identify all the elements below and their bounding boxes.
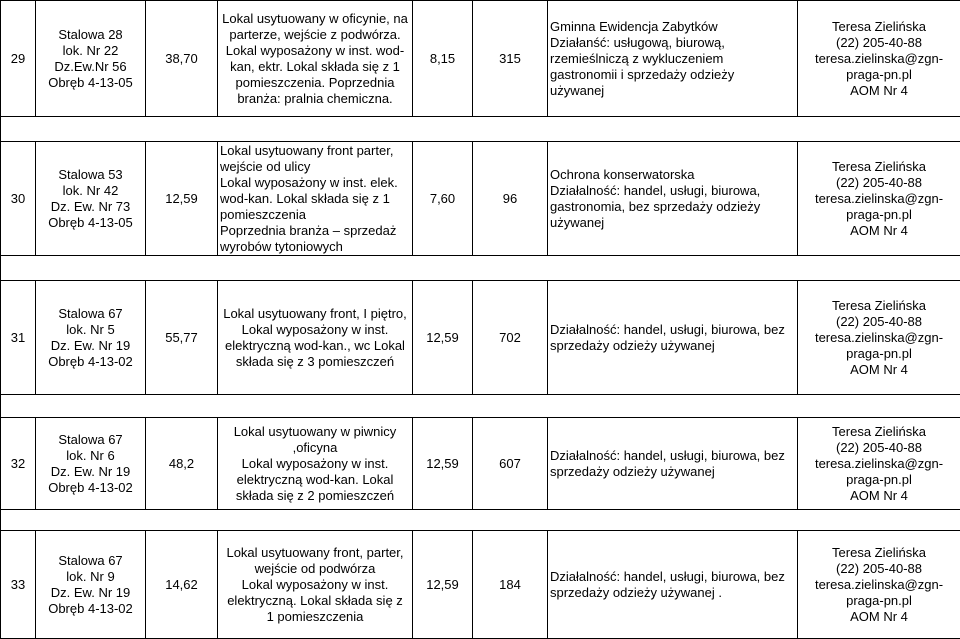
conditions-cell-line: używanej [550,215,795,231]
description-cell-line: Lokal usytuowany w oficynie, na [220,11,410,27]
contact-cell-line: AOM Nr 4 [800,362,958,378]
description-cell-line: Poprzednia branża – sprzedaż [220,223,410,239]
contact-cell-line: teresa.zielinska@zgn- [800,191,958,207]
description-cell-line: Lokal wyposażony w inst. elek. [220,175,410,191]
row-number: 31 [1,281,36,395]
description-cell-line: Lokal usytuowany front, I piętro, [220,306,410,322]
rent-cell: 315 [473,1,548,117]
conditions-cell [548,1,798,117]
description-cell-line: Lokal usytuowany w piwnicy [220,424,410,440]
address-cell-line: Dz. Ew. Nr 73 [38,199,143,215]
conditions-cell-line: gastronomii i sprzedaży odzieży [550,67,795,83]
contact-cell-line: teresa.zielinska@zgn- [800,51,958,67]
row-number: 29 [1,1,36,117]
contact-cell-line: teresa.zielinska@zgn- [800,330,958,346]
contact-cell-line: AOM Nr 4 [800,223,958,239]
conditions-cell [548,531,798,639]
contact-cell-line: (22) 205-40-88 [800,35,958,51]
address-cell [36,531,146,639]
rent-cell: 702 [473,281,548,395]
area-cell: 38,70 [146,1,218,117]
contact-cell-line: (22) 205-40-88 [800,561,958,577]
rate-cell: 12,59 [413,281,473,395]
description-cell-line: Lokal usytuowany front parter, [220,143,410,159]
contact-cell-line: Teresa Zielińska [800,424,958,440]
row-separator [1,510,960,531]
description-cell [218,281,413,395]
description-cell-line: pomieszczenia. Poprzednia [220,75,410,91]
description-cell-line: składa się z 3 pomieszczeń [220,354,410,370]
address-cell-line: Dz. Ew. Nr 19 [38,464,143,480]
conditions-cell-line: sprzedaży odzieży używanej . [550,585,795,601]
description-cell-line: wejście od podwórza [220,561,410,577]
address-cell-line: Stalowa 67 [38,553,143,569]
description-cell-line: branża: pralnia chemiczna. [220,91,410,107]
separator-cell [1,117,960,142]
row-separator [1,395,960,418]
address-cell [36,418,146,510]
rent-cell: 184 [473,531,548,639]
conditions-cell-line: rzemieślniczą z wykluczeniem [550,51,795,67]
address-cell-line: Stalowa 28 [38,27,143,43]
conditions-cell-line: sprzedaży odzieży używanej [550,338,795,354]
area-cell: 14,62 [146,531,218,639]
address-cell-line: Obręb 4-13-02 [38,601,143,617]
contact-cell [798,531,960,639]
address-cell-line: Obręb 4-13-05 [38,75,143,91]
contact-cell-line: (22) 205-40-88 [800,175,958,191]
contact-cell-line: AOM Nr 4 [800,83,958,99]
conditions-cell [548,418,798,510]
rent-cell: 96 [473,142,548,256]
rate-cell: 8,15 [413,1,473,117]
area-cell: 12,59 [146,142,218,256]
conditions-cell-line: sprzedaży odzieży używanej [550,464,795,480]
conditions-cell-line: gastronomia, bez sprzedaży odzieży [550,199,795,215]
contact-cell-line: Teresa Zielińska [800,19,958,35]
address-cell-line: lok. Nr 9 [38,569,143,585]
address-cell-line: lok. Nr 6 [38,448,143,464]
table-row [1,531,960,639]
contact-cell [798,142,960,256]
description-cell-line: pomieszczenia [220,207,410,223]
description-cell-line: elektryczną. Lokal składa się z [220,593,410,609]
contact-cell [798,418,960,510]
row-separator [1,256,960,281]
row-separator [1,117,960,142]
table-row [1,281,960,395]
description-cell [218,531,413,639]
address-cell [36,281,146,395]
area-cell: 48,2 [146,418,218,510]
description-cell-line: Lokal wyposażony w inst. [220,577,410,593]
separator-cell [1,256,960,281]
row-number: 30 [1,142,36,256]
table-row [1,142,960,256]
description-cell-line: wyrobów tytoniowych [220,239,410,255]
address-cell [36,142,146,256]
address-cell-line: Stalowa 53 [38,167,143,183]
contact-cell-line: teresa.zielinska@zgn- [800,577,958,593]
address-cell-line: Dz. Ew. Nr 19 [38,585,143,601]
separator-cell [1,395,960,418]
conditions-cell-line: Działalność: handel, usługi, biurowa, [550,183,795,199]
address-cell-line: Stalowa 67 [38,432,143,448]
description-cell-line: składa się z 2 pomieszczeń [220,488,410,504]
address-cell-line: Obręb 4-13-05 [38,215,143,231]
description-cell-line: kan, ektr. Lokal składa się z 1 [220,59,410,75]
description-cell [218,1,413,117]
conditions-cell-line: Działalność: handel, usługi, biurowa, bez [550,569,795,585]
description-cell [218,142,413,256]
contact-cell-line: (22) 205-40-88 [800,440,958,456]
table-row [1,1,960,117]
row-number: 33 [1,531,36,639]
contact-cell-line: Teresa Zielińska [800,298,958,314]
contact-cell [798,281,960,395]
description-cell-line: Lokal wyposażony w inst. [220,456,410,472]
description-cell [218,418,413,510]
contact-cell-line: (22) 205-40-88 [800,314,958,330]
description-cell-line: elektryczną wod-kan. Lokal [220,472,410,488]
contact-cell [798,1,960,117]
address-cell-line: Dz.Ew.Nr 56 [38,59,143,75]
conditions-cell [548,142,798,256]
area-cell: 55,77 [146,281,218,395]
description-cell-line: 1 pomieszczenia [220,609,410,625]
contact-cell-line: praga-pn.pl [800,346,958,362]
contact-cell-line: praga-pn.pl [800,207,958,223]
address-cell-line: Obręb 4-13-02 [38,480,143,496]
row-number: 32 [1,418,36,510]
address-cell-line: Dz. Ew. Nr 19 [38,338,143,354]
description-cell-line: Lokal wyposażony w inst. wod- [220,43,410,59]
conditions-cell-line: Gminna Ewidencja Zabytków [550,19,795,35]
contact-cell-line: teresa.zielinska@zgn- [800,456,958,472]
conditions-cell [548,281,798,395]
rate-cell: 12,59 [413,418,473,510]
description-cell-line: Lokal wyposażony w inst. [220,322,410,338]
address-cell-line: Obręb 4-13-02 [38,354,143,370]
separator-cell [1,510,960,531]
description-cell-line: wejście od ulicy [220,159,410,175]
contact-cell-line: praga-pn.pl [800,472,958,488]
conditions-cell-line: Działalność: handel, usługi, biurowa, bez [550,322,795,338]
conditions-cell-line: używanej [550,83,795,99]
contact-cell-line: Teresa Zielińska [800,545,958,561]
rent-cell: 607 [473,418,548,510]
contact-cell-line: praga-pn.pl [800,67,958,83]
conditions-cell-line: Działalność: handel, usługi, biurowa, bez [550,448,795,464]
description-cell-line: parterze, wejście z podwórza. [220,27,410,43]
conditions-cell-line: Ochrona konserwatorska [550,167,795,183]
rate-cell: 12,59 [413,531,473,639]
address-cell [36,1,146,117]
contact-cell-line: AOM Nr 4 [800,488,958,504]
address-cell-line: Stalowa 67 [38,306,143,322]
contact-cell-line: Teresa Zielińska [800,159,958,175]
conditions-cell-line: Działanść: usługową, biurową, [550,35,795,51]
description-cell-line: Lokal usytuowany front, parter, [220,545,410,561]
description-cell-line: ,oficyna [220,440,410,456]
table-row [1,418,960,510]
address-cell-line: lok. Nr 5 [38,322,143,338]
contact-cell-line: AOM Nr 4 [800,609,958,625]
description-cell-line: elektryczną wod-kan., wc Lokal [220,338,410,354]
contact-cell-line: praga-pn.pl [800,593,958,609]
address-cell-line: lok. Nr 42 [38,183,143,199]
description-cell-line: wod-kan. Lokal składa się z 1 [220,191,410,207]
rate-cell: 7,60 [413,142,473,256]
address-cell-line: lok. Nr 22 [38,43,143,59]
